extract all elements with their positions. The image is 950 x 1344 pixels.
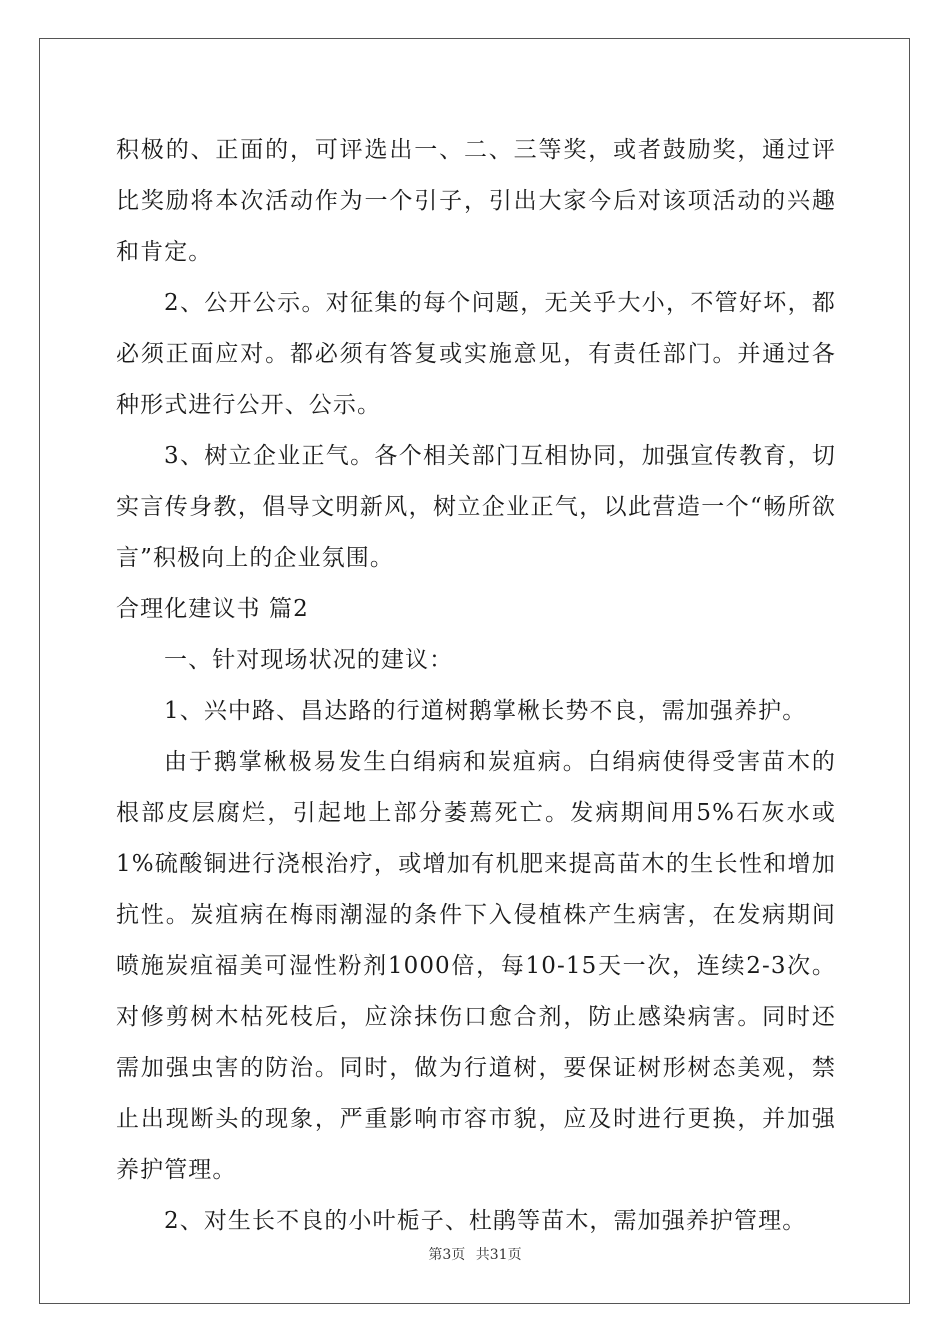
page-footer — [0, 1244, 950, 1264]
section-heading: 合理化建议书 篇2 — [116, 596, 309, 622]
paragraph-corporate-spirit: 3、树立企业正气。各个相关部门互相协同，加强宣传教育，切实言传身教，倡导文明新风，树立企业正气，以此营造一个“畅所欲言”积极向上的企业氛围。 — [116, 443, 836, 571]
paragraph-item-2: 2、对生长不良的小叶栀子、杜鹃等苗木，需加强养护管理。 — [164, 1208, 807, 1234]
paragraph-public-notice: 2、公开公示。对征集的每个问题，无关乎大小，不管好坏，都必须正面应对。都必须有答复或实施意见，有责任部门。并通过各种形式进行公开、公示。 — [116, 290, 836, 418]
page-number: 第3页 — [428, 1247, 466, 1263]
paragraph-site-suggestions: 一、针对现场状况的建议： — [164, 647, 454, 673]
document-body — [116, 125, 836, 1247]
paragraph-disease-treatment: 由于鹅掌楸极易发生白绢病和炭疽病。白绢病使得受害苗木的根部皮层腐烂，引起地上部分萎蔫死亡。发病期间用5%石灰水或1%硫酸铜进行浇根治疗，或增加有机肥来提高苗木的生长性和增加抗性。炭疽病在梅雨潮湿的条件下入侵植株产生病害，在发病期间喷施炭疽福美可湿性粉剂1000倍，每10-15天一次，连续2-3次。对修剪树木枯死枝后，应涂抹伤口愈合剂，防止感染病害。同时还需加强虫害的防治。同时，做为行道树，要保证树形树态美观，禁止出现断头的现象，严重影响市容市貌，应及时进行更换，并加强养护管理。 — [116, 749, 836, 1183]
paragraph-item-1: 1、兴中路、昌达路的行道树鹅掌楸长势不良，需加强养护。 — [164, 698, 807, 724]
paragraph-continuation: 积极的、正面的，可评选出一、二、三等奖，或者鼓励奖，通过评比奖励将本次活动作为一个引子，引出大家今后对该项活动的兴趣和肯定。 — [116, 137, 836, 265]
page-total: 共31页 — [475, 1247, 522, 1263]
